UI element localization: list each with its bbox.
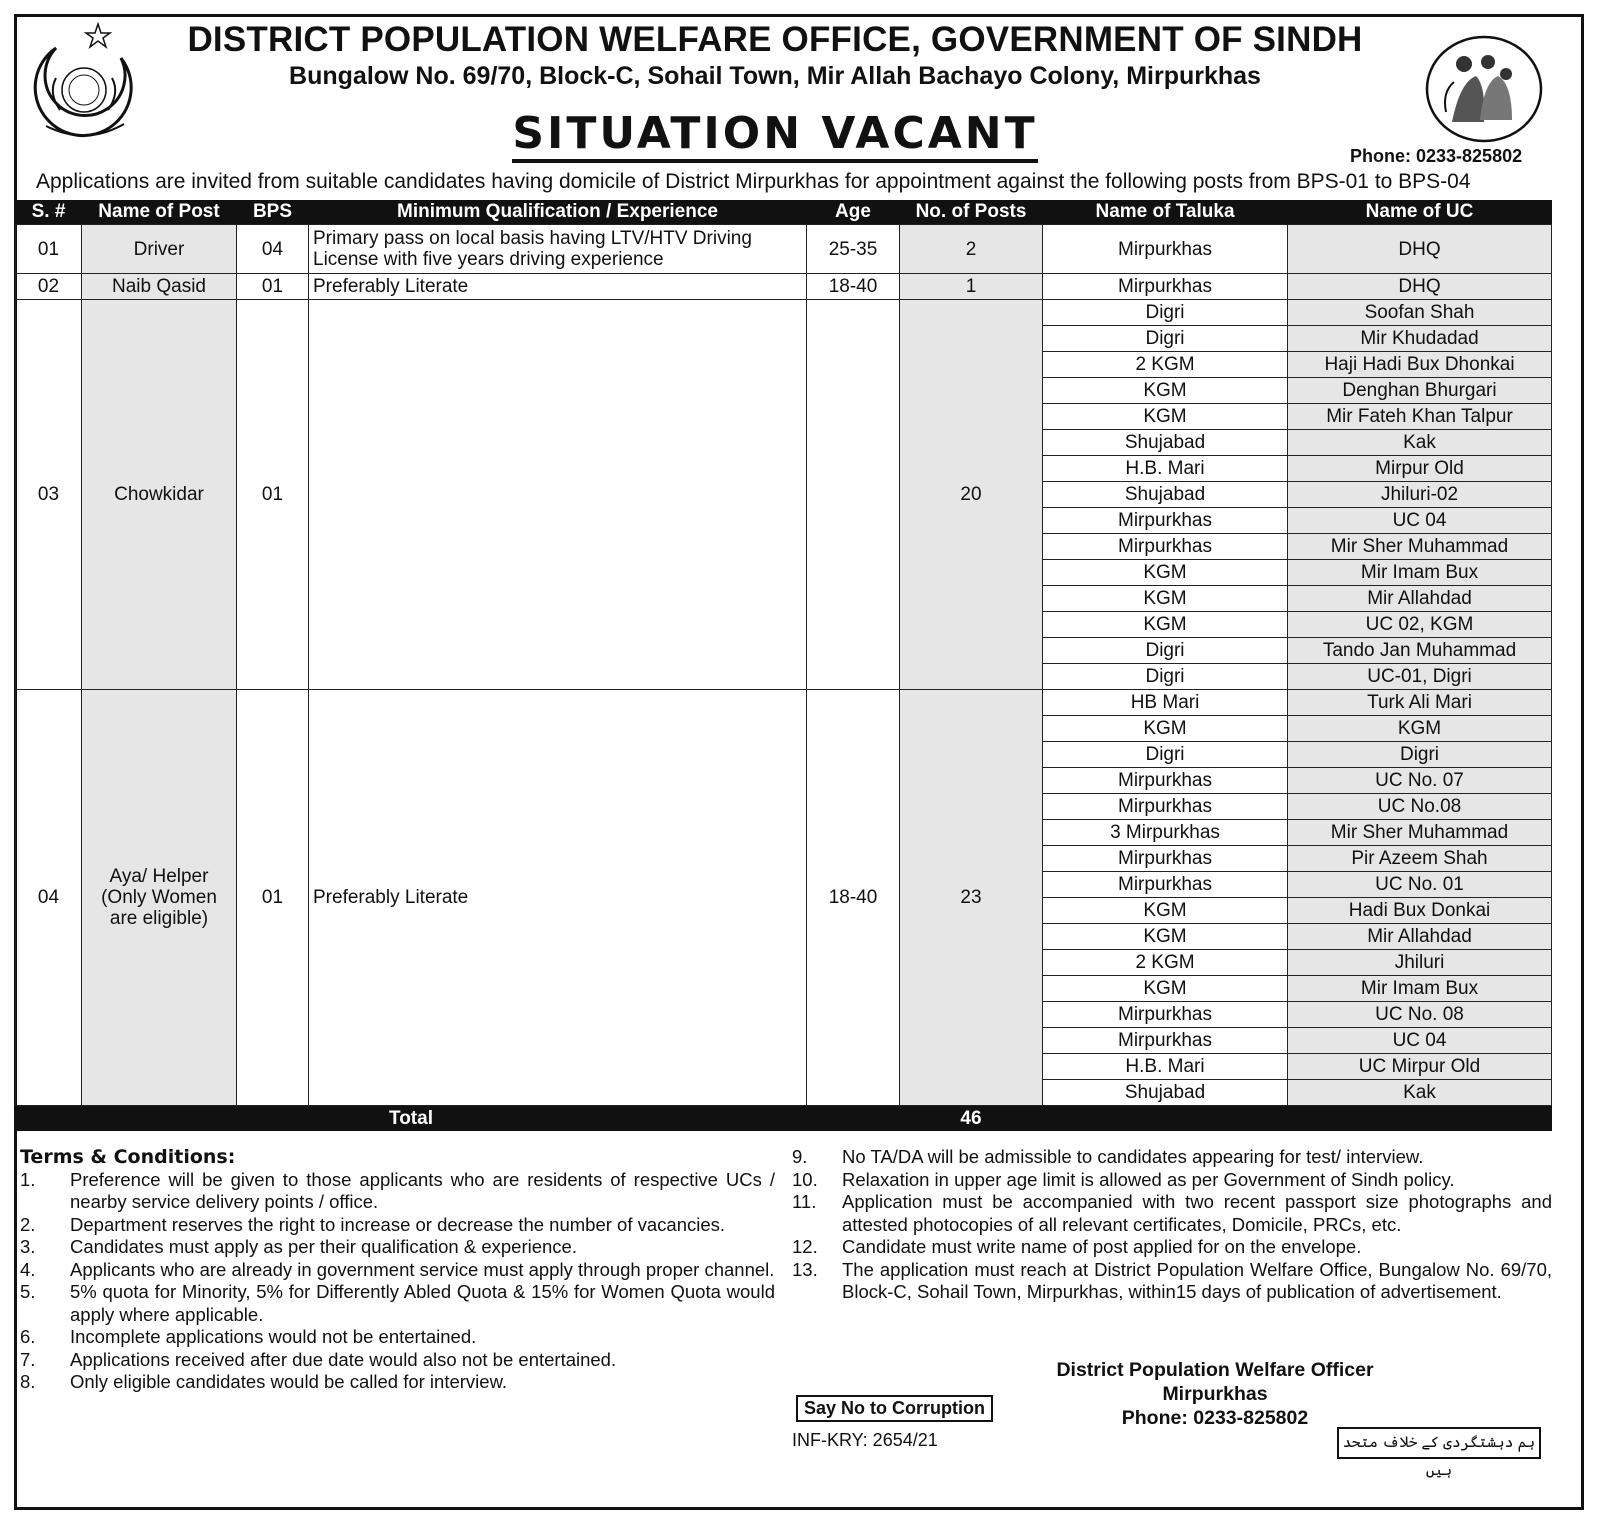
uc-cell: UC 02, KGM [1288,612,1552,638]
urdu-slogan-box: ہم دہشتگردی کے خلاف متحد ہیں [1337,1427,1541,1459]
uc-cell: UC No. 07 [1288,768,1552,794]
uc-cell: Hadi Bux Donkai [1288,898,1552,924]
uc-cell: Tando Jan Muhammad [1288,638,1552,664]
uc-cell: Soofan Shah [1288,300,1552,326]
term-text: Only eligible candidates would be called for interview. [70,1371,508,1392]
post-name-cell: Naib Qasid [82,274,237,300]
taluka-cell: Digri [1043,742,1288,768]
table-row [16,690,1552,716]
serial-number-cell: 02 [16,274,82,300]
taluka-cell: HB Mari [1043,690,1288,716]
term-number: 12. [792,1236,818,1257]
uc-cell: Mir Sher Muhammad [1288,534,1552,560]
post-name-cell: Aya/ Helper (Only Women are eligible) [82,690,237,1106]
taluka-cell: Mirpurkhas [1043,872,1288,898]
post-count-cell: 20 [900,300,1043,690]
situation-vacant-heading: SITUATION VACANT [512,108,1037,163]
intro-text: Applications are invited from suitable candidates having domicile of District Mirpurkhas for appointment against the following posts from BPS-01 to BPS-04 [36,170,1471,193]
column-header: Name of Post [82,200,237,225]
column-header: Age [807,200,900,225]
uc-cell: Mirpur Old [1288,456,1552,482]
uc-cell: UC-01, Digri [1288,664,1552,690]
term-item [792,1169,1552,1192]
post-name-cell: Driver [82,225,237,274]
taluka-cell: 3 Mirpurkhas [1043,820,1288,846]
uc-cell: KGM [1288,716,1552,742]
taluka-cell: KGM [1043,716,1288,742]
term-item [792,1146,1552,1169]
uc-cell: UC No. 01 [1288,872,1552,898]
taluka-cell: Mirpurkhas [1043,534,1288,560]
taluka-cell: Mirpurkhas [1043,1028,1288,1054]
serial-number-cell: 01 [16,225,82,274]
bps-cell: 01 [237,300,309,690]
term-item [20,1236,775,1259]
page-title [150,108,1400,159]
taluka-cell: KGM [1043,560,1288,586]
taluka-cell: Mirpurkhas [1043,1002,1288,1028]
uc-cell: UC Mirpur Old [1288,1054,1552,1080]
total-label: Total [16,1106,807,1131]
uc-cell: Kak [1288,1080,1552,1106]
term-item [20,1169,775,1214]
table-row [16,274,1552,300]
taluka-cell: KGM [1043,612,1288,638]
uc-cell: UC 04 [1288,508,1552,534]
taluka-cell: KGM [1043,586,1288,612]
terms-left-column [20,1146,775,1394]
taluka-cell: Mirpurkhas [1043,846,1288,872]
age-cell [807,300,900,690]
taluka-cell: Mirpurkhas [1043,225,1288,274]
term-item [20,1326,775,1349]
term-number: 11. [792,1191,817,1212]
term-text: Relaxation in upper age limit is allowed as per Government of Sindh policy. [842,1168,1455,1190]
term-item [20,1349,775,1372]
term-text: The application must reach at District Population Welfare Office, Bungalow No. 69/70, Block-C, Sohail Town, Mirpurkhas, within15 days of publication of advertisement. [842,1258,1552,1302]
total-value: 46 [900,1106,1043,1131]
term-number: 7. [20,1348,36,1370]
reference-number: INF-KRY: 2654/21 [792,1430,938,1450]
uc-cell: Denghan Bhurgari [1288,378,1552,404]
term-number: 4. [20,1258,36,1280]
column-header: Name of Taluka [1043,200,1288,225]
post-name-cell: Chowkidar [82,300,237,690]
vacancy-table [15,200,1552,1131]
bps-cell: 01 [237,274,309,300]
officer-city: Mirpurkhas [1162,1383,1268,1405]
column-header: No. of Posts [900,200,1043,225]
age-cell: 18-40 [807,690,900,1106]
taluka-cell: KGM [1043,924,1288,950]
uc-cell: UC 04 [1288,1028,1552,1054]
serial-number-cell: 04 [16,690,82,1106]
table-row [16,225,1552,274]
term-number: 6. [20,1326,36,1347]
term-number: 8. [20,1371,36,1392]
taluka-cell: Shujabad [1043,430,1288,456]
taluka-cell: Shujabad [1043,482,1288,508]
post-count-cell: 1 [900,274,1043,300]
post-count-cell: 23 [900,690,1043,1106]
term-number: 1. [20,1168,36,1190]
terms-right-column [792,1146,1552,1304]
uc-cell: Mir Sher Muhammad [1288,820,1552,846]
term-text: Application must be accompanied with two recent passport size photographs and attested photocopies of all relevant certificates, Domicile, PRCs, etc. [842,1191,1552,1235]
qualification-cell: Primary pass on local basis having LTV/HTV Driving License with five years driving experience [309,225,807,274]
table-header-row [16,200,1552,225]
uc-cell: Mir Fateh Khan Talpur [1288,404,1552,430]
uc-cell: Pir Azeem Shah [1288,846,1552,872]
term-item [20,1214,775,1237]
office-phone: Phone: 0233-825802 [1350,146,1523,166]
office-address: Bungalow No. 69/70, Block-C, Sohail Town, Mir Allah Bachayo Colony, Mirpurkhas [289,62,1261,90]
taluka-cell: Digri [1043,300,1288,326]
taluka-cell: Digri [1043,326,1288,352]
term-item [792,1236,1552,1259]
term-text: Candidates must apply as per their qualification & experience. [70,1236,577,1257]
taluka-cell: KGM [1043,378,1288,404]
term-number: 3. [20,1236,36,1257]
term-text: No TA/DA will be admissible to candidates appearing for test/ interview. [842,1146,1424,1167]
taluka-cell: KGM [1043,404,1288,430]
term-text: Applicants who are already in government service must apply through proper channel. [70,1258,775,1280]
uc-cell: Mir Khudadad [1288,326,1552,352]
taluka-cell: H.B. Mari [1043,456,1288,482]
term-text: 5% quota for Minority, 5% for Differently Abled Quota & 15% for Women Quota would apply where applicable. [70,1281,775,1325]
column-header: Minimum Qualification / Experience [309,200,807,225]
taluka-cell: 2 KGM [1043,950,1288,976]
uc-cell: Jhiluri-02 [1288,482,1552,508]
term-text: Applications received after due date would also not be entertained. [70,1348,617,1370]
bps-cell: 01 [237,690,309,1106]
uc-cell: UC No.08 [1288,794,1552,820]
taluka-cell: H.B. Mari [1043,1054,1288,1080]
uc-cell: Haji Hadi Bux Dhonkai [1288,352,1552,378]
officer-title: District Population Welfare Officer [1056,1359,1374,1381]
term-number: 10. [792,1168,818,1190]
uc-cell: Mir Imam Bux [1288,976,1552,1002]
terms-heading: Terms & Conditions: [20,1146,236,1168]
serial-number-cell: 03 [16,300,82,690]
uc-cell: Mir Allahdad [1288,586,1552,612]
term-number: 2. [20,1213,36,1235]
total-row [16,1106,1552,1131]
column-header: S. # [16,200,82,225]
term-number: 13. [792,1258,818,1280]
term-text: Preference will be given to those applicants who are residents of respective UCs / nearby service delivery points / office. [70,1168,775,1212]
officer-phone: Phone: 0233-825802 [1121,1407,1309,1429]
post-count-cell: 2 [900,225,1043,274]
taluka-cell: Shujabad [1043,1080,1288,1106]
term-text: Department reserves the right to increase or decrease the number of vacancies. [70,1213,726,1235]
taluka-cell: Digri [1043,664,1288,690]
taluka-cell: 2 KGM [1043,352,1288,378]
taluka-cell: KGM [1043,898,1288,924]
uc-cell: Mir Imam Bux [1288,560,1552,586]
age-cell: 25-35 [807,225,900,274]
sindh-government-emblem-icon [26,18,136,148]
term-number: 9. [792,1146,808,1167]
qualification-cell: Preferably Literate [309,274,807,300]
taluka-cell: Mirpurkhas [1043,274,1288,300]
uc-cell: Kak [1288,430,1552,456]
taluka-cell: Mirpurkhas [1043,768,1288,794]
term-item [20,1371,775,1394]
office-title: DISTRICT POPULATION WELFARE OFFICE, GOVERNMENT OF SINDH [187,20,1363,59]
taluka-cell: KGM [1043,976,1288,1002]
total-spacer [807,1106,900,1131]
bps-cell: 04 [237,225,309,274]
term-item [792,1191,1552,1236]
term-item [20,1281,775,1326]
term-text: Incomplete applications would not be entertained. [70,1326,477,1347]
uc-cell: Digri [1288,742,1552,768]
taluka-cell: Mirpurkhas [1043,508,1288,534]
column-header: BPS [237,200,309,225]
uc-cell: Turk Ali Mari [1288,690,1552,716]
uc-cell: DHQ [1288,225,1552,274]
family-welfare-logo-icon [1424,34,1544,144]
uc-cell: Jhiluri [1288,950,1552,976]
column-header: Name of UC [1288,200,1552,225]
term-item [20,1259,775,1282]
uc-cell: Mir Allahdad [1288,924,1552,950]
qualification-cell: Preferably Literate [309,690,807,1106]
taluka-cell: Mirpurkhas [1043,794,1288,820]
total-spacer [1043,1106,1552,1131]
term-number: 5. [20,1281,36,1302]
age-cell: 18-40 [807,274,900,300]
taluka-cell: Digri [1043,638,1288,664]
signature-block [1010,1358,1420,1430]
term-text: Candidate must write name of post applied for on the envelope. [842,1236,1362,1257]
term-item [792,1259,1552,1304]
uc-cell: UC No. 08 [1288,1002,1552,1028]
say-no-to-corruption-badge: Say No to Corruption [796,1395,993,1422]
table-row [16,300,1552,326]
qualification-cell [309,300,807,690]
uc-cell: DHQ [1288,274,1552,300]
